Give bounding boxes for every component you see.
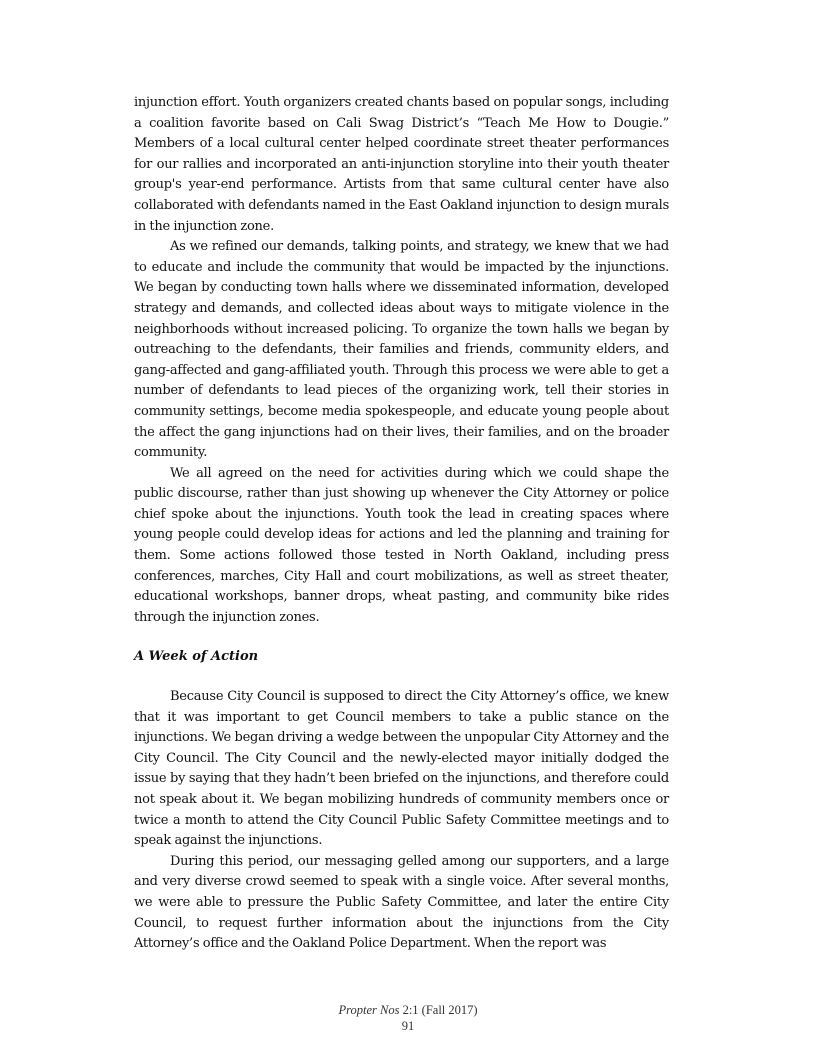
journal-citation <box>0 1002 816 1018</box>
body-paragraph: As we refined our demands, talking points, and strategy, we knew that we had to educate and include the community that would be impacted by the injunctions. We began by conducting town halls where we disseminated information, developed strategy and demands, and collected ideas about ways to mitigate violence in the neighborhoods without increased policing. To organize the town halls we began by outreaching to the defendants, their families and friends, community elders, and gang-affected and gang-affiliated youth. Through this process we were able to get a number of defendants to lead pieces of the organizing work, tell their stories in community settings, become media spokespeople, and educate young people about the affect the gang injunctions had on their lives, their families, and on the broader community. <box>134 239 669 461</box>
paragraphs-after-heading <box>134 687 669 955</box>
article-body <box>134 93 669 955</box>
body-paragraph: During this period, our messaging gelled among our supporters, and a large and very diverse crowd seemed to speak with a single voice. After several months, we were able to pressure the Public Safety Committee, and later the entire City Council, to request further information about the injunctions from the City Attorney’s office and the Oakland Police Department. When the report was <box>134 853 669 952</box>
body-paragraph: injunction effort. Youth organizers created chants based on popular songs, including a coalition favorite based on Cali Swag District’s “Teach Me How to Dougie.” Members of a local cultural center helped coordinate street theater performances for our rallies and incorporated an anti-injunction storyline into their youth theater group's year-end performance. Artists from that same cultural center have also collaborated with defendants named in the East Oakland injunction to design murals in the injunction zone. <box>134 95 669 234</box>
body-paragraph: We all agreed on the need for activities during which we could shape the public discourse, rather than just showing up whenever the City Attorney or police chief spoke about the injunctions. Youth took the lead in creating spaces where young people could develop ideas for actions and led the planning and training for them. Some actions followed those tested in North Oakland, including press conferences, marches, City Hall and court mobilizations, as well as street theater, educational workshops, banner drops, wheat pasting, and community bike rides through the injunction zones. <box>134 465 669 625</box>
section-heading: A Week of Action <box>134 649 259 665</box>
body-paragraph: Because City Council is supposed to direct the City Attorney’s office, we knew that it was important to get Council members to take a public stance on the injunctions. We began driving a wedge between the unpopular City Attorney and the City Council. The City Council and the newly-elected mayor initially dodged the issue by saying that they hadn’t been briefed on the injunctions, and therefore could not speak about it. We began mobilizing hundreds of community members once or twice a month to attend the City Council Public Safety Committee meetings and to speak against the injunctions. <box>134 689 669 849</box>
issue-info: 2:1 (Fall 2017) <box>399 1003 478 1017</box>
page-number: 91 <box>401 1019 415 1033</box>
page-footer <box>0 1002 816 1034</box>
paragraphs-before-heading <box>134 93 669 628</box>
journal-title: Propter Nos <box>338 1003 400 1017</box>
